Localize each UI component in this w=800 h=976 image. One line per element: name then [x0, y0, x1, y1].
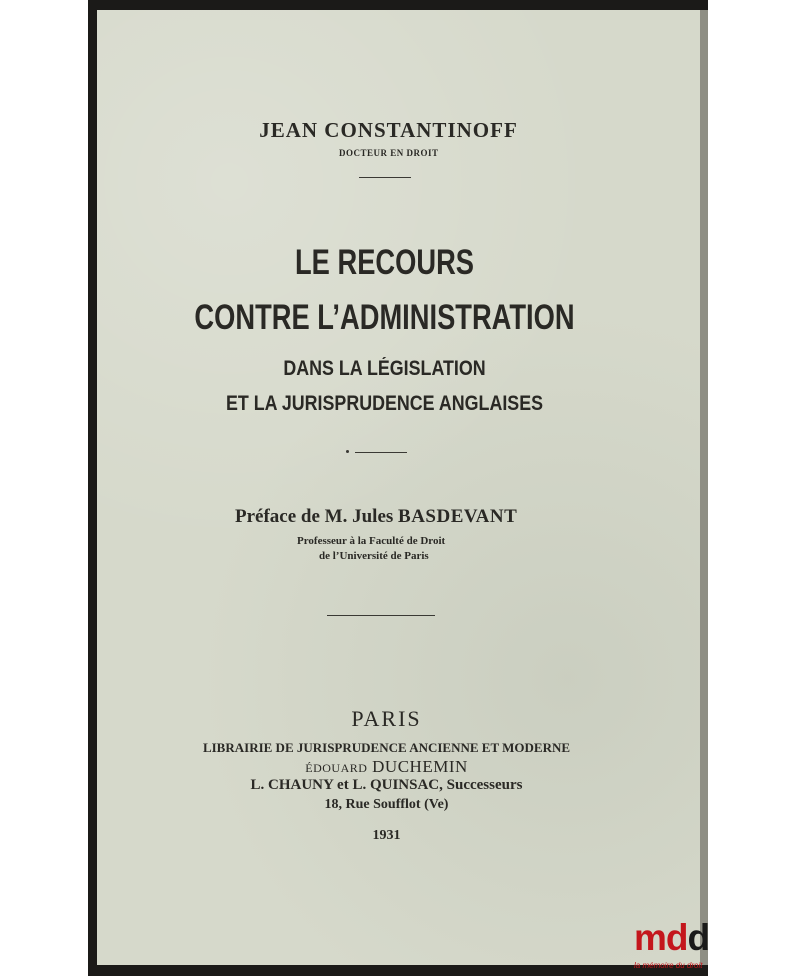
- logo-letter-d: d: [687, 917, 710, 958]
- publisher-line-3: L. CHAUNY et L. QUINSAC, Successeurs: [250, 777, 523, 793]
- preface-author: BASDEVANT: [398, 506, 518, 527]
- logo-letter-m: m: [634, 917, 666, 958]
- ornament-dot: [346, 450, 349, 453]
- publisher-last-name: DUCHEMIN: [372, 757, 468, 776]
- preface-line: [235, 506, 517, 528]
- publisher-line-2: [85, 757, 688, 777]
- publisher-line-1: LIBRAIRIE DE JURISPRUDENCE ANCIENNE ET MODERNE: [202, 740, 571, 755]
- divider-rule: [327, 615, 435, 616]
- divider-rule: [355, 452, 407, 453]
- preface-intro: Préface de M. Jules: [235, 506, 394, 527]
- author-name: JEAN CONSTANTINOFF: [259, 118, 518, 142]
- publication-year: 1931: [372, 828, 401, 843]
- publisher-first-name: ÉDOUARD: [305, 761, 368, 775]
- publisher-city: PARIS: [351, 706, 422, 731]
- publisher-address: 18, Rue Soufflot (Ve): [324, 797, 449, 812]
- mdd-logo: [626, 917, 718, 975]
- preface-author-title-2: de l’Université de Paris: [319, 550, 429, 562]
- title-line-1: LE RECOURS: [295, 243, 474, 282]
- author-degree: DOCTEUR EN DROIT: [339, 148, 439, 158]
- book-edge: [700, 10, 708, 965]
- divider-rule: [359, 177, 411, 178]
- logo-letter-d: d: [665, 917, 688, 958]
- title-line-2: CONTRE L’ADMINISTRATION: [194, 298, 575, 337]
- book-cover: [97, 10, 700, 965]
- preface-author-title-1: Professeur à la Faculté de Droit: [297, 535, 446, 547]
- subtitle-line-1: DANS LA LÉGISLATION: [283, 357, 486, 380]
- mdd-logo-letters: [634, 917, 709, 959]
- subtitle-line-2: ET LA JURISPRUDENCE ANGLAISES: [225, 392, 544, 415]
- logo-tagline: la mémoire du droit: [634, 961, 703, 970]
